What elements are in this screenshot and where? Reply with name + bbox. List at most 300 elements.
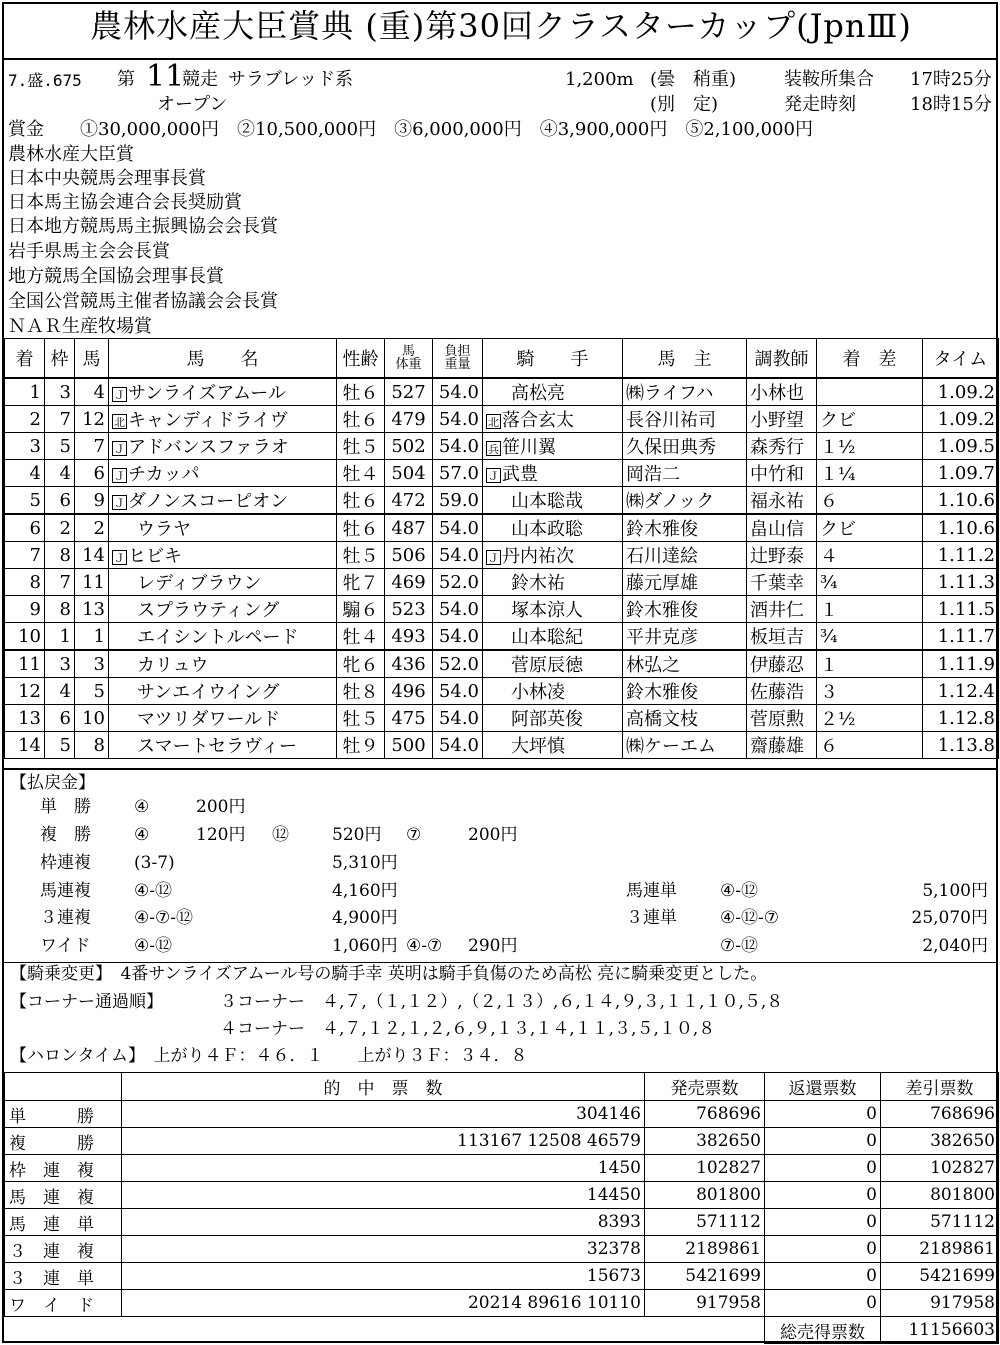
ticket-net: 102827 bbox=[881, 1155, 999, 1182]
horse-affiliation-badge: Ｊ bbox=[114, 442, 125, 456]
jockey-affiliation-badge: Ｊ bbox=[488, 469, 499, 483]
result-margin: ４ bbox=[817, 542, 923, 569]
ticket-refund: 0 bbox=[765, 1182, 881, 1209]
ticket-hit: 20214 89616 10110 bbox=[122, 1290, 645, 1317]
payout-c4: 5,310円 bbox=[332, 853, 398, 873]
payout-right-amount: 25,070円 bbox=[911, 908, 988, 928]
result-number: 8 bbox=[75, 732, 109, 759]
ticket-refund: 0 bbox=[765, 1263, 881, 1290]
result-place: 3 bbox=[5, 433, 45, 460]
horse-name: ヒビキ bbox=[128, 546, 182, 567]
result-row bbox=[5, 623, 999, 651]
col-margin: 着 差 bbox=[817, 339, 923, 379]
result-jockey bbox=[483, 650, 623, 678]
results-table bbox=[4, 338, 999, 759]
breed: サラブレッド系 bbox=[228, 69, 354, 90]
result-horse bbox=[109, 542, 337, 569]
jockey-name: 高松亮 bbox=[511, 383, 565, 404]
result-margin: １¼ bbox=[817, 460, 923, 487]
horse-affiliation-badge: 北 bbox=[114, 415, 125, 429]
payout-c4: 4,160円 bbox=[332, 881, 398, 901]
ticket-row bbox=[5, 1182, 999, 1209]
payout-right-combo: ④-⑫-⑦ bbox=[720, 908, 779, 928]
col-horse: 馬 名 bbox=[109, 339, 337, 379]
result-row bbox=[5, 460, 999, 487]
result-weight: 487 bbox=[385, 514, 433, 542]
result-weight: 436 bbox=[385, 650, 433, 678]
ticket-refund: 0 bbox=[765, 1155, 881, 1182]
result-margin: ２½ bbox=[817, 705, 923, 732]
col-time: タイム bbox=[923, 339, 999, 379]
award-line: ＮＡＲ生産牧場賞 bbox=[8, 316, 152, 337]
result-owner: 林弘之 bbox=[623, 650, 747, 678]
ticket-refund: 0 bbox=[765, 1101, 881, 1128]
going: (曇 稍重) bbox=[650, 69, 737, 90]
result-frame: 3 bbox=[45, 650, 75, 678]
result-frame: 2 bbox=[45, 514, 75, 542]
col-body-weight bbox=[385, 339, 433, 379]
jockey-affiliation-badge: Ｊ bbox=[488, 551, 499, 565]
result-trainer: 千葉幸 bbox=[747, 569, 817, 596]
ticket-sales: 382650 bbox=[645, 1128, 765, 1155]
ticket-sales: 768696 bbox=[645, 1101, 765, 1128]
result-row bbox=[5, 569, 999, 596]
result-time: 1.12.4 bbox=[923, 678, 999, 705]
ticket-sales: 571112 bbox=[645, 1209, 765, 1236]
result-number: 2 bbox=[75, 514, 109, 542]
payout-label: 枠連複 bbox=[40, 853, 91, 873]
race-number: 11 bbox=[146, 59, 185, 94]
award-line: 日本馬主協会連合会長奨励賞 bbox=[8, 192, 242, 213]
result-weight: 504 bbox=[385, 460, 433, 487]
ticket-net: 571112 bbox=[881, 1209, 999, 1236]
jockey-name: 塚本涼人 bbox=[511, 600, 583, 621]
payout-c5: ④-⑦ bbox=[406, 936, 443, 956]
result-weight: 479 bbox=[385, 406, 433, 433]
result-jockey bbox=[483, 705, 623, 732]
result-number: 9 bbox=[75, 487, 109, 515]
result-number: 1 bbox=[75, 623, 109, 651]
result-burden: 54.0 bbox=[433, 596, 483, 623]
ticket-hit: 1450 bbox=[122, 1155, 645, 1182]
result-sex-age: 牡５ bbox=[337, 433, 385, 460]
col-owner: 馬 主 bbox=[623, 339, 747, 379]
ticket-col-sales: 発売票数 bbox=[645, 1073, 765, 1101]
payout-label: ワイド bbox=[40, 936, 91, 956]
result-owner: 長谷川祐司 bbox=[623, 406, 747, 433]
payout-right-amount: 2,040円 bbox=[922, 936, 988, 956]
result-number: 14 bbox=[75, 542, 109, 569]
result-margin: １½ bbox=[817, 433, 923, 460]
col-jockey: 騎 手 bbox=[483, 339, 623, 379]
payout-right-combo: ④-⑫ bbox=[720, 881, 758, 901]
result-time: 1.12.8 bbox=[923, 705, 999, 732]
result-burden: 52.0 bbox=[433, 650, 483, 678]
result-horse bbox=[109, 596, 337, 623]
result-jockey bbox=[483, 460, 623, 487]
col-burden bbox=[433, 339, 483, 379]
result-sex-age: 牡６ bbox=[337, 487, 385, 515]
ticket-net: 382650 bbox=[881, 1128, 999, 1155]
results-body bbox=[5, 378, 999, 759]
result-place: 12 bbox=[5, 678, 45, 705]
result-row bbox=[5, 596, 999, 623]
result-row bbox=[5, 705, 999, 732]
result-margin: クビ bbox=[817, 406, 923, 433]
divider bbox=[4, 962, 998, 963]
jockey-name: 山本政聡 bbox=[511, 519, 583, 540]
result-number: 10 bbox=[75, 705, 109, 732]
result-burden: 54.0 bbox=[433, 732, 483, 759]
horse-name: チカッパ bbox=[128, 464, 200, 485]
result-time: 1.11.7 bbox=[923, 623, 999, 651]
ticket-total-label: 総売得票数 bbox=[765, 1317, 881, 1344]
result-weight: 500 bbox=[385, 732, 433, 759]
ticket-net: 5421699 bbox=[881, 1263, 999, 1290]
ticket-net: 917958 bbox=[881, 1290, 999, 1317]
divider bbox=[4, 768, 998, 770]
horse-name: カリュウ bbox=[137, 655, 209, 676]
result-horse bbox=[109, 678, 337, 705]
result-trainer: 齋藤雄 bbox=[747, 732, 817, 759]
result-burden: 52.0 bbox=[433, 569, 483, 596]
payout-right-label: ３連単 bbox=[626, 908, 677, 928]
ticket-total-spacer bbox=[5, 1317, 765, 1344]
result-time: 1.11.3 bbox=[923, 569, 999, 596]
result-sex-age: 牡４ bbox=[337, 623, 385, 651]
result-owner: 平井克彦 bbox=[623, 623, 747, 651]
ticket-total-row bbox=[5, 1317, 999, 1344]
ticket-sales: 2189861 bbox=[645, 1236, 765, 1263]
paddock-time: 17時25分 bbox=[910, 69, 992, 90]
result-place: 9 bbox=[5, 596, 45, 623]
ticket-kind: ３ 連 複 bbox=[5, 1236, 122, 1263]
result-owner: 石川達絵 bbox=[623, 542, 747, 569]
horse-name: スプラウティング bbox=[137, 600, 280, 621]
ticket-kind: 馬 連 複 bbox=[5, 1182, 122, 1209]
ticket-kind: 複 勝 bbox=[5, 1128, 122, 1155]
result-horse bbox=[109, 623, 337, 651]
result-weight: 475 bbox=[385, 705, 433, 732]
ticket-hit: 113167 12508 46579 bbox=[122, 1128, 645, 1155]
result-jockey bbox=[483, 569, 623, 596]
payout-c3: ⑫ bbox=[272, 825, 289, 845]
horse-name: エイシントルペード bbox=[137, 627, 299, 648]
ticket-row bbox=[5, 1290, 999, 1317]
result-jockey bbox=[483, 678, 623, 705]
result-trainer: 森秀行 bbox=[747, 433, 817, 460]
payout-c4: 1,060円 bbox=[332, 936, 398, 956]
corner-4: ４コーナー ４,７,１２,１,２,６,９,１３,１４,１１,３,５,１０,８ bbox=[220, 1019, 716, 1039]
paddock-label: 装鞍所集合 bbox=[784, 69, 874, 90]
result-trainer: 小林也 bbox=[747, 378, 817, 406]
result-trainer: 小野望 bbox=[747, 406, 817, 433]
result-owner: 鈴木雅俊 bbox=[623, 514, 747, 542]
result-row bbox=[5, 732, 999, 759]
ticket-kind: 枠 連 複 bbox=[5, 1155, 122, 1182]
result-owner: ㈱ダノック bbox=[623, 487, 747, 515]
horse-affiliation-badge: Ｊ bbox=[114, 496, 125, 510]
result-jockey bbox=[483, 623, 623, 651]
result-margin: クビ bbox=[817, 514, 923, 542]
start-time: 18時15分 bbox=[910, 94, 992, 115]
jockey-name: 鈴木祐 bbox=[511, 573, 565, 594]
result-burden: 54.0 bbox=[433, 514, 483, 542]
result-margin: ６ bbox=[817, 732, 923, 759]
result-time: 1.09.2 bbox=[923, 406, 999, 433]
ticket-row bbox=[5, 1209, 999, 1236]
result-weight: 469 bbox=[385, 569, 433, 596]
horse-name: キャンディドライヴ bbox=[128, 410, 289, 431]
result-burden: 54.0 bbox=[433, 705, 483, 732]
result-row bbox=[5, 514, 999, 542]
jockey-name: 武豊 bbox=[502, 464, 538, 485]
result-row bbox=[5, 487, 999, 515]
ticket-row bbox=[5, 1128, 999, 1155]
payout-c4: 4,900円 bbox=[332, 908, 398, 928]
results-header-row bbox=[5, 339, 999, 379]
payout-right-amount: 5,100円 bbox=[922, 881, 988, 901]
result-margin: ３ bbox=[817, 678, 923, 705]
result-horse bbox=[109, 433, 337, 460]
distance: 1,200m bbox=[565, 69, 634, 90]
jockey-name: 菅原辰徳 bbox=[511, 655, 583, 676]
result-number: 5 bbox=[75, 678, 109, 705]
result-weight: 502 bbox=[385, 433, 433, 460]
result-sex-age: 牡８ bbox=[337, 678, 385, 705]
result-trainer: 畠山信 bbox=[747, 514, 817, 542]
ticket-row bbox=[5, 1236, 999, 1263]
award-line: 農林水産大臣賞 bbox=[8, 144, 134, 165]
result-jockey bbox=[483, 406, 623, 433]
horse-affiliation-badge: Ｊ bbox=[114, 469, 125, 483]
payout-c1: ④-⑫ bbox=[134, 936, 172, 956]
ticket-net: 768696 bbox=[881, 1101, 999, 1128]
ticket-hit: 15673 bbox=[122, 1263, 645, 1290]
horse-name: サンエイウイング bbox=[137, 682, 280, 703]
result-row bbox=[5, 650, 999, 678]
result-sex-age: 牡５ bbox=[337, 705, 385, 732]
result-owner: 岡浩二 bbox=[623, 460, 747, 487]
ticket-table bbox=[4, 1072, 999, 1344]
result-time: 1.11.2 bbox=[923, 542, 999, 569]
jockey-affiliation-badge: 北 bbox=[488, 415, 499, 429]
result-burden: 54.0 bbox=[433, 623, 483, 651]
result-trainer: 佐藤浩 bbox=[747, 678, 817, 705]
result-owner: 久保田典秀 bbox=[623, 433, 747, 460]
award-line: 日本中央競馬会理事長賞 bbox=[8, 168, 206, 189]
result-burden: 54.0 bbox=[433, 433, 483, 460]
payout-label: 単 勝 bbox=[40, 797, 91, 817]
result-horse bbox=[109, 705, 337, 732]
ticket-sales: 102827 bbox=[645, 1155, 765, 1182]
payout-c2: 120円 bbox=[196, 825, 246, 845]
result-place: 10 bbox=[5, 623, 45, 651]
result-horse bbox=[109, 650, 337, 678]
result-row bbox=[5, 678, 999, 705]
result-frame: 1 bbox=[45, 623, 75, 651]
race-title: 農林水産大臣賞典 (重)第30回クラスターカップ(JpnⅢ) bbox=[90, 7, 912, 45]
result-place: 4 bbox=[5, 460, 45, 487]
jockey-name: 小林凌 bbox=[511, 682, 565, 703]
horse-name: スマートセラヴィー bbox=[137, 736, 298, 757]
result-sex-age: 牡６ bbox=[337, 406, 385, 433]
result-place: 2 bbox=[5, 406, 45, 433]
result-place: 7 bbox=[5, 542, 45, 569]
jockey-name: 笹川翼 bbox=[502, 437, 556, 458]
ticket-col-net: 差引票数 bbox=[881, 1073, 999, 1101]
col-burden-bottom: 重量 bbox=[444, 357, 471, 372]
award-line: 岩手県馬主会会長賞 bbox=[8, 241, 170, 262]
result-jockey bbox=[483, 542, 623, 569]
result-frame: 4 bbox=[45, 460, 75, 487]
result-margin: １ bbox=[817, 650, 923, 678]
result-row bbox=[5, 406, 999, 433]
result-owner: ㈱ライフハ bbox=[623, 378, 747, 406]
payout-heading: 【払戻金】 bbox=[10, 773, 95, 793]
result-time: 1.11.9 bbox=[923, 650, 999, 678]
result-number: 6 bbox=[75, 460, 109, 487]
horse-name: サンライズアムール bbox=[128, 383, 286, 404]
horse-name: レディブラウン bbox=[137, 573, 262, 594]
ticket-hit: 32378 bbox=[122, 1236, 645, 1263]
result-weight: 493 bbox=[385, 623, 433, 651]
result-burden: 59.0 bbox=[433, 487, 483, 515]
result-place: 11 bbox=[5, 650, 45, 678]
result-number: 12 bbox=[75, 406, 109, 433]
col-body-weight-bottom: 体重 bbox=[395, 357, 422, 372]
result-sex-age: 牡６ bbox=[337, 514, 385, 542]
result-horse bbox=[109, 514, 337, 542]
payout-label: 複 勝 bbox=[40, 825, 91, 845]
result-margin: ¾ bbox=[817, 623, 923, 651]
prize-money: 賞金 ①30,000,000円 ②10,500,000円 ③6,000,000円 ④3,900,000円 ⑤2,100,000円 bbox=[8, 119, 813, 140]
result-time: 1.09.5 bbox=[923, 433, 999, 460]
ticket-total-value: 11156603 bbox=[881, 1317, 999, 1344]
result-number: 13 bbox=[75, 596, 109, 623]
result-horse bbox=[109, 487, 337, 515]
horse-name: ウラヤ bbox=[137, 519, 191, 540]
jockey-name: 丹内祐次 bbox=[502, 546, 574, 567]
ticket-kind: ３ 連 単 bbox=[5, 1263, 122, 1290]
result-weight: 523 bbox=[385, 596, 433, 623]
horse-affiliation-badge: Ｊ bbox=[114, 388, 125, 402]
result-place: 1 bbox=[5, 378, 45, 406]
result-trainer: 辻野泰 bbox=[747, 542, 817, 569]
result-sex-age: 牝７ bbox=[337, 569, 385, 596]
result-jockey bbox=[483, 433, 623, 460]
jockey-name: 大坪慎 bbox=[511, 736, 565, 757]
award-line: 地方競馬全国協会理事長賞 bbox=[8, 266, 224, 287]
race-result-sheet bbox=[2, 2, 998, 1343]
result-frame: 8 bbox=[45, 542, 75, 569]
race-kyoso: 競走 bbox=[182, 69, 218, 90]
award-line: 全国公営競馬主催者協議会会長賞 bbox=[8, 291, 278, 312]
jockey-change-note: 【騎乗変更】 4番サンライズアムール号の騎手幸 英明は騎手負傷のため高松 亮に騎乗変更とした。 bbox=[10, 964, 768, 984]
result-sex-age: 牡６ bbox=[337, 378, 385, 406]
result-sex-age: 牡４ bbox=[337, 460, 385, 487]
result-frame: 6 bbox=[45, 487, 75, 515]
payout-label: ３連複 bbox=[40, 908, 91, 928]
weight-rule: (別 定) bbox=[650, 94, 719, 115]
result-place: 13 bbox=[5, 705, 45, 732]
ticket-kind: 馬 連 単 bbox=[5, 1209, 122, 1236]
result-time: 1.09.7 bbox=[923, 460, 999, 487]
result-time: 1.10.6 bbox=[923, 487, 999, 515]
result-jockey bbox=[483, 378, 623, 406]
col-number: 馬 bbox=[75, 339, 109, 379]
ticket-net: 2189861 bbox=[881, 1236, 999, 1263]
result-weight: 506 bbox=[385, 542, 433, 569]
result-frame: 7 bbox=[45, 569, 75, 596]
result-sex-age: 牡９ bbox=[337, 732, 385, 759]
result-number: 3 bbox=[75, 650, 109, 678]
col-sex-age: 性齢 bbox=[337, 339, 385, 379]
ticket-kind: ワ イ ド bbox=[5, 1290, 122, 1317]
result-jockey bbox=[483, 596, 623, 623]
ticket-col-kind bbox=[5, 1073, 122, 1101]
result-place: 5 bbox=[5, 487, 45, 515]
horse-name: ダノンスコーピオン bbox=[128, 491, 289, 512]
furlong-time: 【ハロンタイム】 上がり４Ｆ：４６．１ 上がり３Ｆ：３４．８ bbox=[10, 1046, 528, 1066]
result-place: 8 bbox=[5, 569, 45, 596]
payout-c1: ④-⑫ bbox=[134, 881, 172, 901]
result-trainer: 酒井仁 bbox=[747, 596, 817, 623]
result-owner: 高橋文枝 bbox=[623, 705, 747, 732]
result-horse bbox=[109, 378, 337, 406]
col-frame: 枠 bbox=[45, 339, 75, 379]
result-weight: 527 bbox=[385, 378, 433, 406]
ticket-sales: 5421699 bbox=[645, 1263, 765, 1290]
ticket-hit: 304146 bbox=[122, 1101, 645, 1128]
result-jockey bbox=[483, 514, 623, 542]
result-row bbox=[5, 433, 999, 460]
result-owner: ㈱ケーエム bbox=[623, 732, 747, 759]
result-time: 1.11.5 bbox=[923, 596, 999, 623]
result-burden: 54.0 bbox=[433, 678, 483, 705]
result-burden: 54.0 bbox=[433, 406, 483, 433]
corner-label: 【コーナー通過順】 bbox=[10, 992, 163, 1012]
result-frame: 8 bbox=[45, 596, 75, 623]
ticket-hit: 14450 bbox=[122, 1182, 645, 1209]
result-sex-age: 牝６ bbox=[337, 650, 385, 678]
result-horse bbox=[109, 406, 337, 433]
result-horse bbox=[109, 732, 337, 759]
horse-name: アドバンスファラオ bbox=[128, 437, 289, 458]
start-label: 発走時刻 bbox=[784, 94, 856, 115]
result-frame: 6 bbox=[45, 705, 75, 732]
ticket-kind: 単 勝 bbox=[5, 1101, 122, 1128]
ticket-header-row bbox=[5, 1073, 999, 1101]
result-sex-age: 騸６ bbox=[337, 596, 385, 623]
result-owner: 藤元厚雄 bbox=[623, 569, 747, 596]
corner-3: ３コーナー ４,７,（１,１２）,（２,１３）,６,１４,９,３,１１,１０,５,８ bbox=[220, 992, 784, 1012]
payout-c6: 290円 bbox=[468, 936, 518, 956]
result-trainer: 菅原勲 bbox=[747, 705, 817, 732]
payout-c2: 200円 bbox=[196, 797, 246, 817]
col-trainer: 調教師 bbox=[747, 339, 817, 379]
col-burden-top: 負担 bbox=[444, 344, 471, 359]
ticket-refund: 0 bbox=[765, 1209, 881, 1236]
col-place: 着 bbox=[5, 339, 45, 379]
horse-affiliation-badge: Ｊ bbox=[114, 551, 125, 565]
result-time: 1.09.2 bbox=[923, 378, 999, 406]
ticket-col-refund: 返還票数 bbox=[765, 1073, 881, 1101]
col-body-weight-top: 馬 bbox=[401, 344, 415, 359]
result-frame: 7 bbox=[45, 406, 75, 433]
result-horse bbox=[109, 569, 337, 596]
result-time: 1.13.8 bbox=[923, 732, 999, 759]
